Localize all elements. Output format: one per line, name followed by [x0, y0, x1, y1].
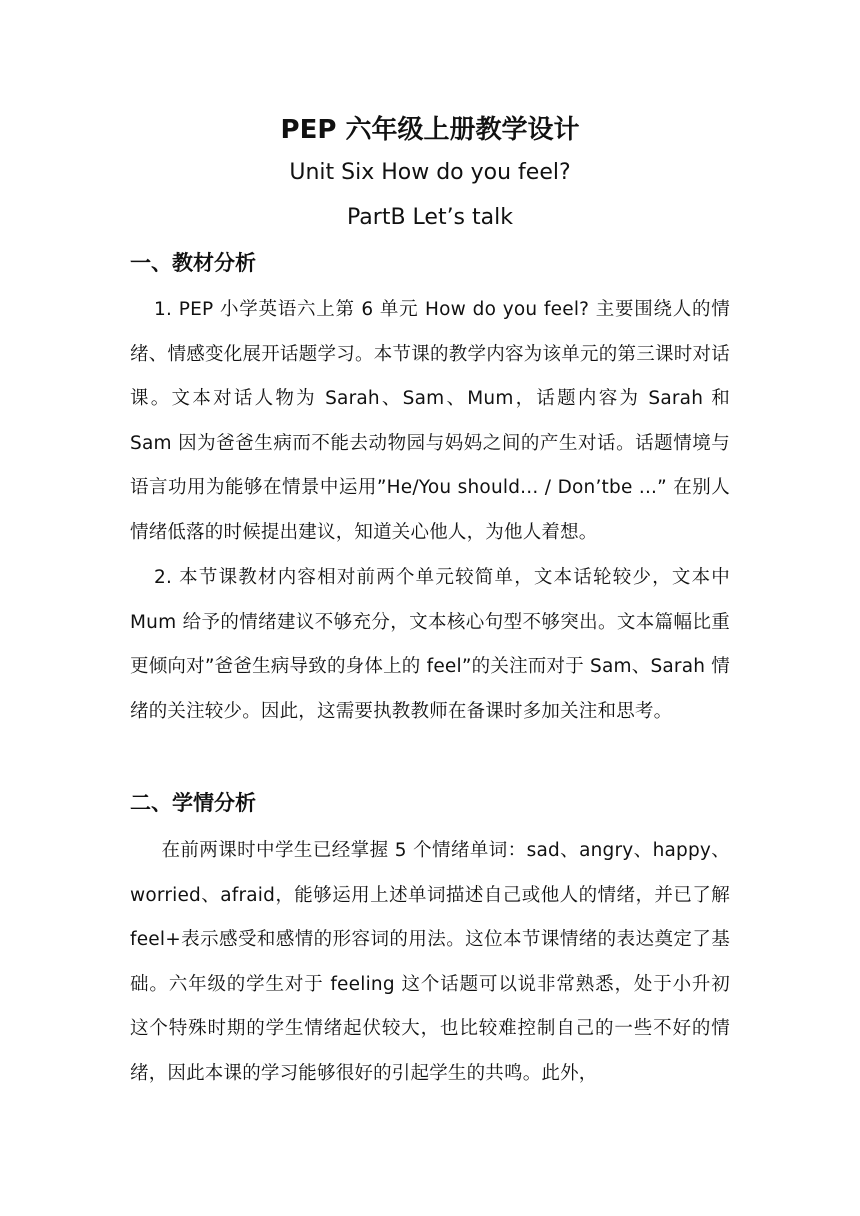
- section-heading-student-analysis: 二、学情分析: [130, 791, 256, 815]
- page-title: PEP 六年级上册教学设计: [280, 115, 580, 145]
- section-heading-textbook-analysis: 一、教材分析: [130, 251, 256, 275]
- part-subtitle: PartB Let’s talk: [347, 205, 513, 230]
- paragraph-textbook-analysis-1: 1. PEP 小学英语六上第 6 单元 How do you feel? 主要围绕人的情绪、情感变化展开话题学习。本节课的教学内容为该单元的第三课时对话课。文本对话人物为 Sarah、Sam、Mum，话题内容为 Sarah 和 Sam 因为爸爸生病而不能去动物园与妈妈之间的产生对话。话题情境与语言功用为能够在情景中运用”He/You should... / Don’tbe ...” 在别人情绪低落的时候提出建议，知道关心他人，为他人着想。: [130, 299, 730, 543]
- paragraph-textbook-analysis-2: 2. 本节课教材内容相对前两个单元较简单，文本话轮较少，文本中 Mum 给予的情绪建议不够充分，文本核心句型不够突出。文本篇幅比重更倾向对”爸爸生病导致的身体上的 feel”的关注而对于 Sam、Sarah 情绪的关注较少。因此，这需要执教教师在备课时多加关注和思考。: [130, 567, 730, 722]
- unit-subtitle: Unit Six How do you feel?: [289, 160, 571, 185]
- paragraph-student-analysis-1: 在前两课时中学生已经掌握 5 个情绪单词：sad、angry、happy、worried、afraid，能够运用上述单词描述自己或他人的情绪，并已了解 feel+表示感受和感情的形容词的用法。这位本节课情绪的表达奠定了基础。六年级的学生对于 feeling 这个话题可以说非常熟悉，处于小升初这个特殊时期的学生情绪起伏较大，也比较难控制自己的一些不好的情绪，因此本课的学习能够很好的引起学生的共鸣。此外，: [130, 840, 730, 1084]
